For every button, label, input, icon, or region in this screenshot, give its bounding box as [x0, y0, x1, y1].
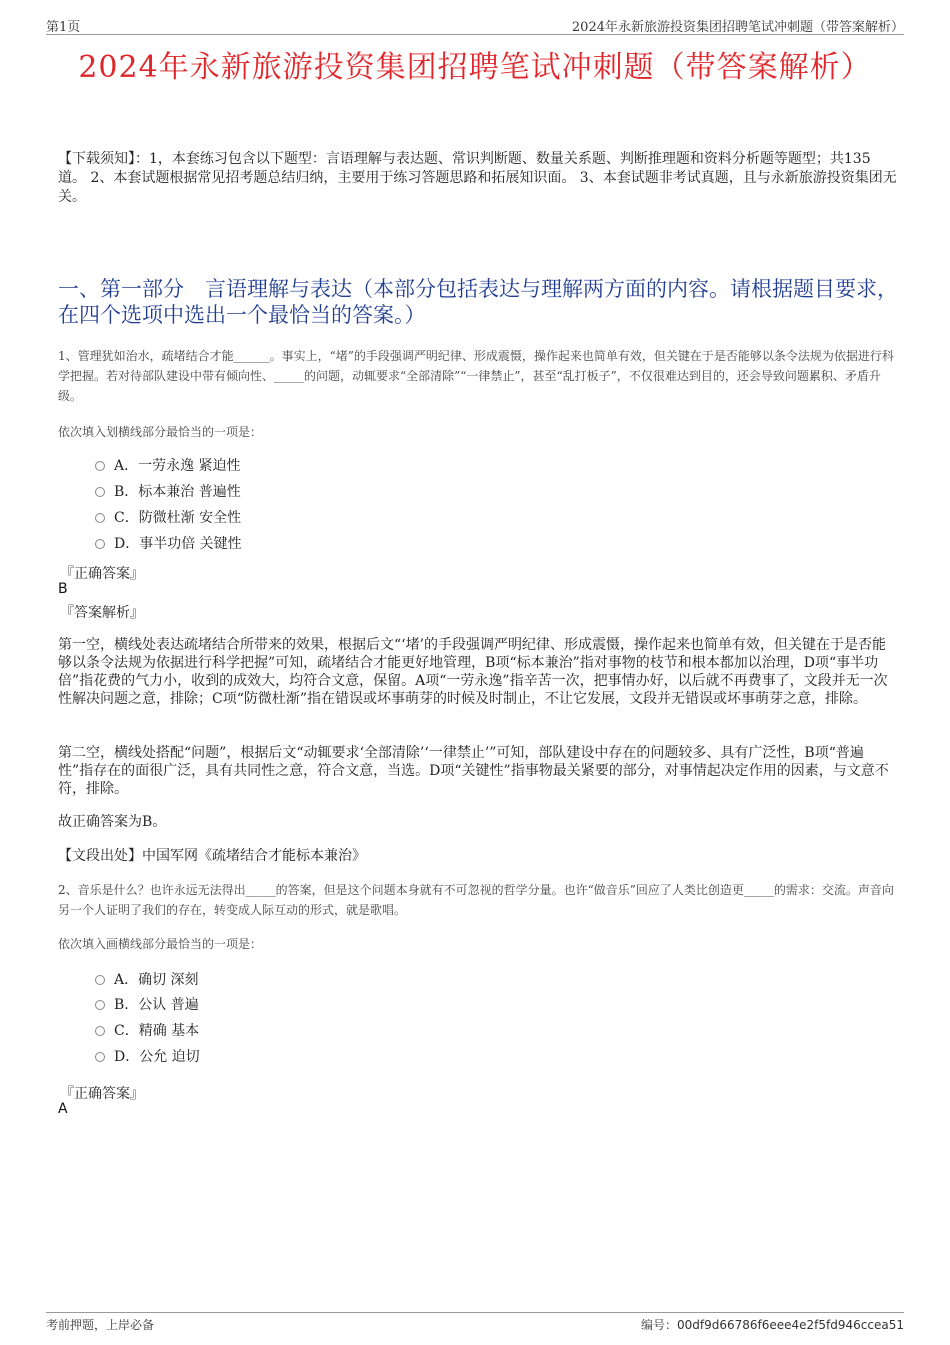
question-1-answer: B: [58, 581, 68, 597]
code-value: 00df9d66786f6eee4e2f5fd946ccea51: [676, 1318, 904, 1332]
download-notice: 【下载须知】：1，本套练习包含以下题型：言语理解与表达题、常识判断题、数量关系题、判断推理题和资料分析题等题型；共135道。 2、本套试题根据常见招考题总结归纳，主要用于练习答题思路和拓展知识面。 3、本套试题非考试真题，且与永新旅游投资集团无关。: [58, 151, 897, 205]
option-label: D．事半功倍 关键性: [114, 536, 242, 552]
radio-icon[interactable]: [95, 1052, 105, 1062]
question-2-option-d[interactable]: [95, 1047, 200, 1067]
analysis-paragraph: 第二空，横线处搭配“问题”，根据后文“动辄要求‘全部清除’‘一律禁止’”可知，部队建设中存在的问题较多、具有广泛性，B项“普遍性”指存在的面很广泛，具有共同性之意，符合文意，当选。D项“关键性”指事物最关紧要的部分，对事情起决定作用的因素，与文意不符，排除。: [58, 745, 889, 797]
radio-icon[interactable]: [95, 539, 105, 549]
analysis-conclusion: 故正确答案为B。: [58, 814, 167, 830]
question-1-option-d[interactable]: [95, 534, 242, 554]
question-1-analysis-label: 『答案解析』: [60, 605, 144, 621]
question-2-answer: A: [58, 1101, 68, 1117]
question-1-answer-label: 『正确答案』: [60, 566, 144, 582]
question-2-stem: 2、音乐是什么？也许永远无法得出_____的答案，但是这个问题本身就有不可忽视的哲学分量。也许“做音乐”回应了人类比创造更_____的需求：交流。声音向另一个人证明了我们的存在，转变成人际互动的形式，就是歌唱。: [58, 883, 894, 917]
question-2-option-c[interactable]: [95, 1021, 199, 1041]
question-2-option-a[interactable]: [95, 970, 199, 990]
footer-code: [641, 1316, 904, 1333]
section-title: 一、第一部分 言语理解与表达（本部分包括表达与理解两方面的内容。请根据题目要求，在四个选项中选出一个最恰当的答案。）: [58, 277, 898, 327]
header-doc-title: 2024年永新旅游投资集团招聘笔试冲刺题（带答案解析）: [571, 20, 904, 35]
radio-icon[interactable]: [95, 461, 105, 471]
question-1-option-a[interactable]: [95, 456, 241, 476]
question-1-option-c[interactable]: [95, 508, 241, 528]
option-label: A．确切 深刻: [114, 972, 199, 988]
page-header: [46, 14, 904, 35]
code-label: 编号：: [640, 1318, 677, 1332]
option-label: C．防微杜渐 安全性: [114, 510, 242, 526]
radio-icon[interactable]: [95, 1026, 105, 1036]
footer-slogan: 考前押题，上岸必备: [46, 1318, 155, 1332]
option-label: A．一劳永逸 紧迫性: [114, 458, 241, 474]
question-1-instruction: 依次填入划横线部分最恰当的一项是：: [58, 425, 263, 439]
page-number: 第1页: [46, 20, 81, 35]
radio-icon[interactable]: [95, 1000, 105, 1010]
radio-icon[interactable]: [95, 487, 105, 497]
radio-icon[interactable]: [95, 513, 105, 523]
question-1-stem: 1、管理犹如治水，疏堵结合才能______。事实上，“堵”的手段强调严明纪律、形成震慑，操作起来也简单有效，但关键在于是否能够以条令法规为依据进行科学把握。若对待部队建设中带有倾向性、_____的问题，动辄要求“全部清除”“一律禁止”，甚至“乱打板子”，不仅很难达到目的，还会导致问题累积、矛盾升级。: [58, 349, 894, 403]
option-label: B．公认 普遍: [114, 997, 199, 1013]
document-title: 2024年永新旅游投资集团招聘笔试冲刺题（带答案解析）: [78, 50, 872, 85]
radio-icon[interactable]: [95, 975, 105, 985]
question-2-option-b[interactable]: [95, 995, 199, 1015]
option-label: D．公允 迫切: [114, 1049, 200, 1065]
page-footer: [46, 1312, 904, 1332]
question-2-instruction: 依次填入画横线部分最恰当的一项是：: [58, 937, 263, 951]
analysis-paragraph: 第一空，横线处表达疏堵结合所带来的效果，根据后文“‘堵’的手段强调严明纪律、形成震慑，操作起来也简单有效，但关键在于是否能够以条令法规为依据进行科学把握”可知，疏堵结合才能更好地管理，B项“标本兼治”指对事物的枝节和根本都加以治理，D项“事半功倍”指花费的气力小，收到的成效大，均符合文意，保留。A项“一劳永逸”指辛苦一次，把事情办好，以后就不再费事了，文段并无一次性解决问题之意，排除；C项“防微杜渐”指在错误或坏事萌芽的时候及时制止，不让它发展，文段并无错误或坏事萌芽之意，排除。: [58, 637, 888, 707]
option-label: B．标本兼治 普遍性: [114, 484, 241, 500]
question-2-answer-label: 『正确答案』: [60, 1086, 144, 1102]
question-1-option-b[interactable]: [95, 482, 241, 502]
option-label: C．精确 基本: [114, 1023, 200, 1039]
analysis-source: 【文段出处】中国军网《疏堵结合才能标本兼治》: [58, 848, 366, 864]
